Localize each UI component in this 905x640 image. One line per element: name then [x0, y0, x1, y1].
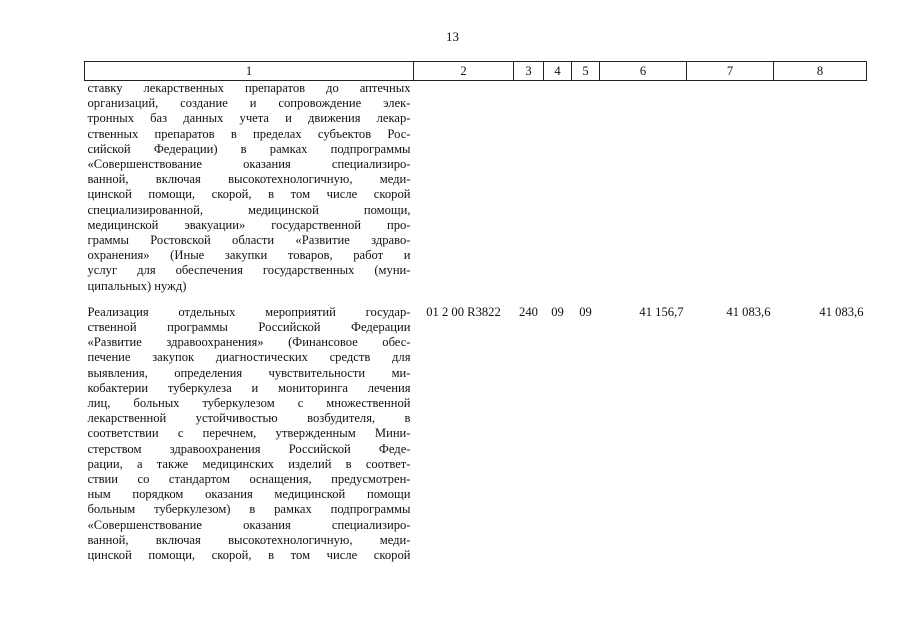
description-line: стерством здравоохранения Российской Феде- [87, 441, 411, 456]
description-line: рации, а также медицинских изделий в соответ- [87, 456, 411, 471]
description-line: «Совершенствование оказания специализиро- [87, 157, 411, 172]
description-line: цинской помощи, скорой, в том числе скорой [87, 548, 411, 563]
description-line: лиц, больных туберкулезом с множественной [87, 396, 411, 411]
description-line: тронных баз данных учета и движения лекар- [87, 111, 411, 126]
description-line: специализированной, медицинской помощи, [87, 202, 411, 217]
column-header: 1 [85, 62, 414, 81]
row-value-2: 41 083,6 [726, 304, 771, 319]
description-line: ципальных) нужд) [87, 278, 187, 293]
row-value-3: 41 083,6 [819, 304, 864, 319]
column-header: 3 [514, 62, 544, 81]
description-line: лекарственной устойчивостью возбудителя, в [87, 411, 411, 426]
description-line: кобактерии туберкулеза и мониторинга лечения [87, 380, 411, 395]
row-code: 01 2 00 R3822 [426, 304, 501, 319]
column-header: 4 [544, 62, 572, 81]
description-line: организаций, создание и сопровождение элек- [87, 96, 411, 111]
column-header: 5 [572, 62, 600, 81]
row-description [85, 81, 414, 294]
row-description [85, 305, 414, 563]
row-value-1 [600, 81, 687, 294]
column-header: 2 [414, 62, 514, 81]
description-line: сийской Федерации) в рамках подпрограммы [87, 141, 411, 156]
description-line: услуг для обеспечения государственных (муни- [87, 263, 411, 278]
description-line: ственных препаратов в пределах субъектов Рос- [87, 126, 411, 141]
row-pr [572, 81, 600, 294]
description-line: Реализация отдельных мероприятий государ- [87, 304, 411, 319]
page-number: 13 [446, 29, 459, 44]
column-header: 8 [774, 62, 867, 81]
description-line: ванной, включая высокотехнологичную, меди- [87, 532, 411, 547]
description-line: ствии со стандартом оснащения, предусмотрен- [87, 472, 411, 487]
row-value-2 [687, 81, 774, 294]
description-line: граммы Ростовской области «Развитие здраво- [87, 233, 411, 248]
row-pr: 09 [579, 304, 592, 319]
column-number-row [85, 62, 867, 81]
description-line: выявления, определения чувствительности ми- [87, 365, 411, 380]
row-code [414, 81, 514, 294]
table-row [85, 305, 867, 563]
row-vr [514, 81, 544, 294]
table-row [85, 81, 867, 294]
description-line: ванной, включая высокотехнологичную, меди- [87, 172, 411, 187]
description-line: больным туберкулезом) в рамках подпрограммы [87, 502, 411, 517]
description-line: охранения» (Иные закупки товаров, работ и [87, 248, 411, 263]
description-line: медицинской эвакуации» государственной про- [87, 217, 411, 232]
description-line: «Развитие здравоохранения» (Финансовое обес- [87, 335, 411, 350]
description-line: цинской помощи, скорой, в том числе скорой [87, 187, 411, 202]
description-line: ным порядком оказания медицинской помощи [87, 487, 411, 502]
row-spacer [85, 294, 867, 305]
column-header: 6 [600, 62, 687, 81]
row-rz: 09 [551, 304, 564, 319]
description-line: ственной программы Российской Федерации [87, 320, 411, 335]
description-line: печение закупок диагностических средств для [87, 350, 411, 365]
description-line: «Совершенствование оказания специализиро- [87, 517, 411, 532]
budget-table [84, 61, 867, 563]
row-vr: 240 [519, 304, 538, 319]
description-line: соответствии с перечнем, утвержденным Мини- [87, 426, 411, 441]
row-rz [544, 81, 572, 294]
column-header: 7 [687, 62, 774, 81]
row-value-1: 41 156,7 [639, 304, 684, 319]
row-value-3 [774, 81, 867, 294]
description-line: ставку лекарственных препаратов до аптечных [87, 81, 411, 95]
